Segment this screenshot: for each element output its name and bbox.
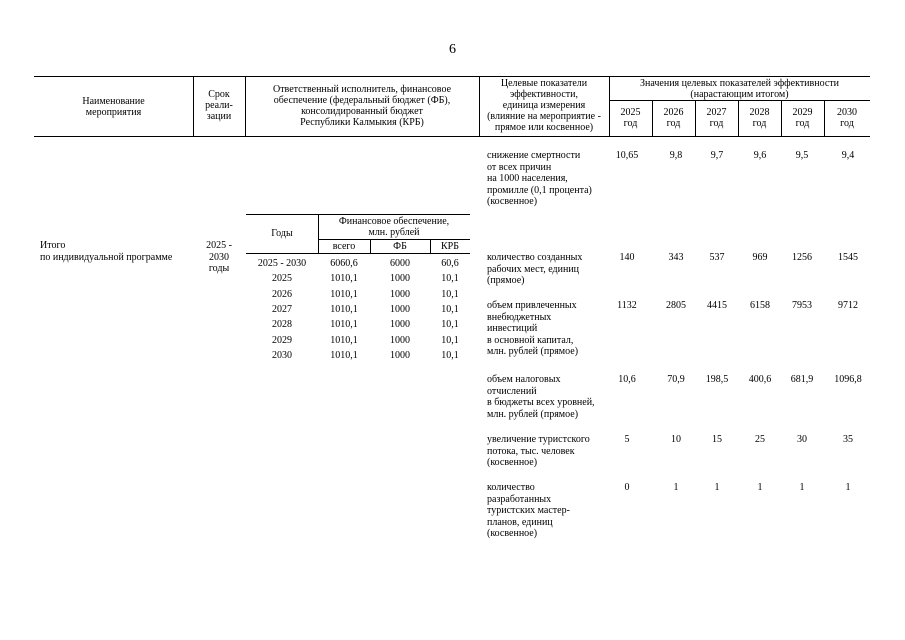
header-year: 2029 год bbox=[792, 107, 813, 129]
header-year: 2027 год bbox=[706, 107, 727, 129]
header-responsible: Ответственный исполнитель, финансовое обеспечение (федеральный бюджет (ФБ), консолидированный бюджет Республики Калмыкия (КРБ) bbox=[272, 84, 452, 128]
finance-fb: 1000 bbox=[390, 334, 410, 346]
header-target-indicators: Целевые показатели эффективности, единица измерения (влияние на мероприятие - прямое или косвенное) bbox=[487, 78, 601, 133]
finance-fb: 1000 bbox=[390, 349, 410, 361]
finance-krb: 10,1 bbox=[441, 273, 459, 285]
finance-fb: 6000 bbox=[390, 258, 410, 269]
indicator-value: 1 bbox=[799, 482, 805, 493]
header-activity-name: Наименование мероприятия bbox=[82, 96, 145, 118]
indicator-value: 9,6 bbox=[753, 150, 767, 161]
indicator-value: 15 bbox=[712, 434, 722, 445]
indicator-value: 30 bbox=[797, 434, 807, 445]
indicator-text: объем привлеченных внебюджетных инвестиций в основной капитал, млн. рублей (прямое) bbox=[487, 300, 579, 357]
indicator-value: 537 bbox=[709, 252, 725, 263]
indicator-text: увеличение туристского потока, тыс. человек (косвенное) bbox=[487, 434, 590, 468]
indicator-value: 343 bbox=[668, 252, 684, 263]
indicator-value: 1 bbox=[757, 482, 763, 493]
indicator-value: 0 bbox=[624, 482, 630, 493]
indicator-value: 1256 bbox=[792, 252, 812, 263]
finance-fb: 1000 bbox=[390, 273, 410, 285]
finance-sub-rule bbox=[318, 239, 470, 240]
indicator-value: 4415 bbox=[707, 300, 727, 311]
indicator-text: количество разработанных туристских мастер- планов, единиц (косвенное) bbox=[487, 482, 570, 539]
finance-funding-header: Финансовое обеспечение, млн. рублей bbox=[338, 216, 450, 238]
finance-top-rule bbox=[246, 214, 470, 215]
indicator-value: 35 bbox=[843, 434, 853, 445]
table-header-bottom-rule bbox=[34, 136, 870, 137]
row-name: Итого по индивидуальной программе bbox=[40, 240, 173, 263]
indicator-value: 9712 bbox=[838, 300, 858, 311]
finance-year: 2028 bbox=[272, 319, 292, 331]
finance-sub-krb: КРБ bbox=[441, 241, 459, 252]
finance-krb: 10,1 bbox=[441, 319, 459, 331]
finance-total: 1010,1 bbox=[330, 319, 358, 331]
finance-total: 1010,1 bbox=[330, 273, 358, 285]
finance-total: 1010,1 bbox=[330, 349, 358, 361]
header-year: 2025 год bbox=[620, 107, 641, 129]
indicator-value: 969 bbox=[752, 252, 768, 263]
indicator-value: 140 bbox=[619, 252, 635, 263]
indicator-text: снижение смертности от всех причин на 1000 населения, промилле (0,1 процента) (косвенное) bbox=[487, 150, 592, 207]
header-year: 2028 год bbox=[749, 107, 770, 129]
finance-krb: 10,1 bbox=[441, 288, 459, 300]
indicator-value: 5 bbox=[624, 434, 630, 445]
indicator-value: 1545 bbox=[838, 252, 858, 263]
indicator-value: 7953 bbox=[792, 300, 812, 311]
finance-year: 2030 bbox=[272, 349, 292, 361]
indicator-value: 10 bbox=[671, 434, 681, 445]
indicator-value: 9,5 bbox=[795, 150, 809, 161]
finance-year: 2026 bbox=[272, 288, 292, 300]
header-year: 2026 год bbox=[663, 107, 684, 129]
finance-year: 2027 bbox=[272, 303, 292, 315]
indicator-value: 681,9 bbox=[790, 374, 814, 385]
indicator-text: количество созданных рабочих мест, единиц (прямое) bbox=[487, 252, 583, 286]
finance-total: 1010,1 bbox=[330, 288, 358, 300]
finance-header-bottom-rule bbox=[246, 253, 470, 254]
finance-total: 6060,6 bbox=[330, 258, 358, 269]
finance-year: 2025 - 2030 bbox=[257, 258, 307, 269]
indicator-value: 25 bbox=[755, 434, 765, 445]
indicator-value: 2805 bbox=[666, 300, 686, 311]
finance-krb: 10,1 bbox=[441, 349, 459, 361]
finance-krb: 10,1 bbox=[441, 303, 459, 315]
indicator-value: 9,4 bbox=[841, 150, 855, 161]
finance-fb: 1000 bbox=[390, 288, 410, 300]
finance-fb: 1000 bbox=[390, 319, 410, 331]
indicator-value: 9,7 bbox=[710, 150, 724, 161]
finance-krb: 60,6 bbox=[441, 258, 459, 269]
header-year: 2030 год bbox=[837, 107, 857, 129]
page-number: 6 bbox=[449, 42, 456, 57]
finance-year: 2025 bbox=[272, 273, 292, 285]
header-values: Значения целевых показателей эффективности (нарастающим итогом) bbox=[639, 78, 840, 100]
finance-year: 2029 bbox=[272, 334, 292, 346]
indicator-value: 1 bbox=[714, 482, 720, 493]
header-term: Срок реали- зации bbox=[205, 89, 233, 122]
finance-total: 1010,1 bbox=[330, 303, 358, 315]
indicator-value: 70,9 bbox=[667, 374, 685, 385]
values-header-rule bbox=[609, 100, 870, 101]
indicator-value: 10,65 bbox=[615, 150, 639, 161]
indicator-value: 400,6 bbox=[748, 374, 772, 385]
indicator-value: 10,6 bbox=[618, 374, 636, 385]
indicator-value: 198,5 bbox=[705, 374, 729, 385]
table-top-rule bbox=[34, 76, 870, 77]
finance-krb: 10,1 bbox=[441, 334, 459, 346]
indicator-value: 1 bbox=[673, 482, 679, 493]
indicator-value: 9,8 bbox=[669, 150, 683, 161]
indicator-value: 1 bbox=[845, 482, 851, 493]
indicator-text: объем налоговых отчислений в бюджеты всех уровней, млн. рублей (прямое) bbox=[487, 374, 595, 420]
finance-sub-fb: ФБ bbox=[393, 241, 407, 252]
finance-fb: 1000 bbox=[390, 303, 410, 315]
finance-total: 1010,1 bbox=[330, 334, 358, 346]
row-term: 2025 - 2030 годы bbox=[206, 240, 232, 274]
indicator-value: 6158 bbox=[750, 300, 770, 311]
indicator-value: 1096,8 bbox=[834, 374, 862, 385]
indicator-value: 1132 bbox=[617, 300, 637, 311]
finance-sub-total: всего bbox=[332, 241, 356, 252]
finance-years-header: Годы bbox=[271, 228, 293, 239]
